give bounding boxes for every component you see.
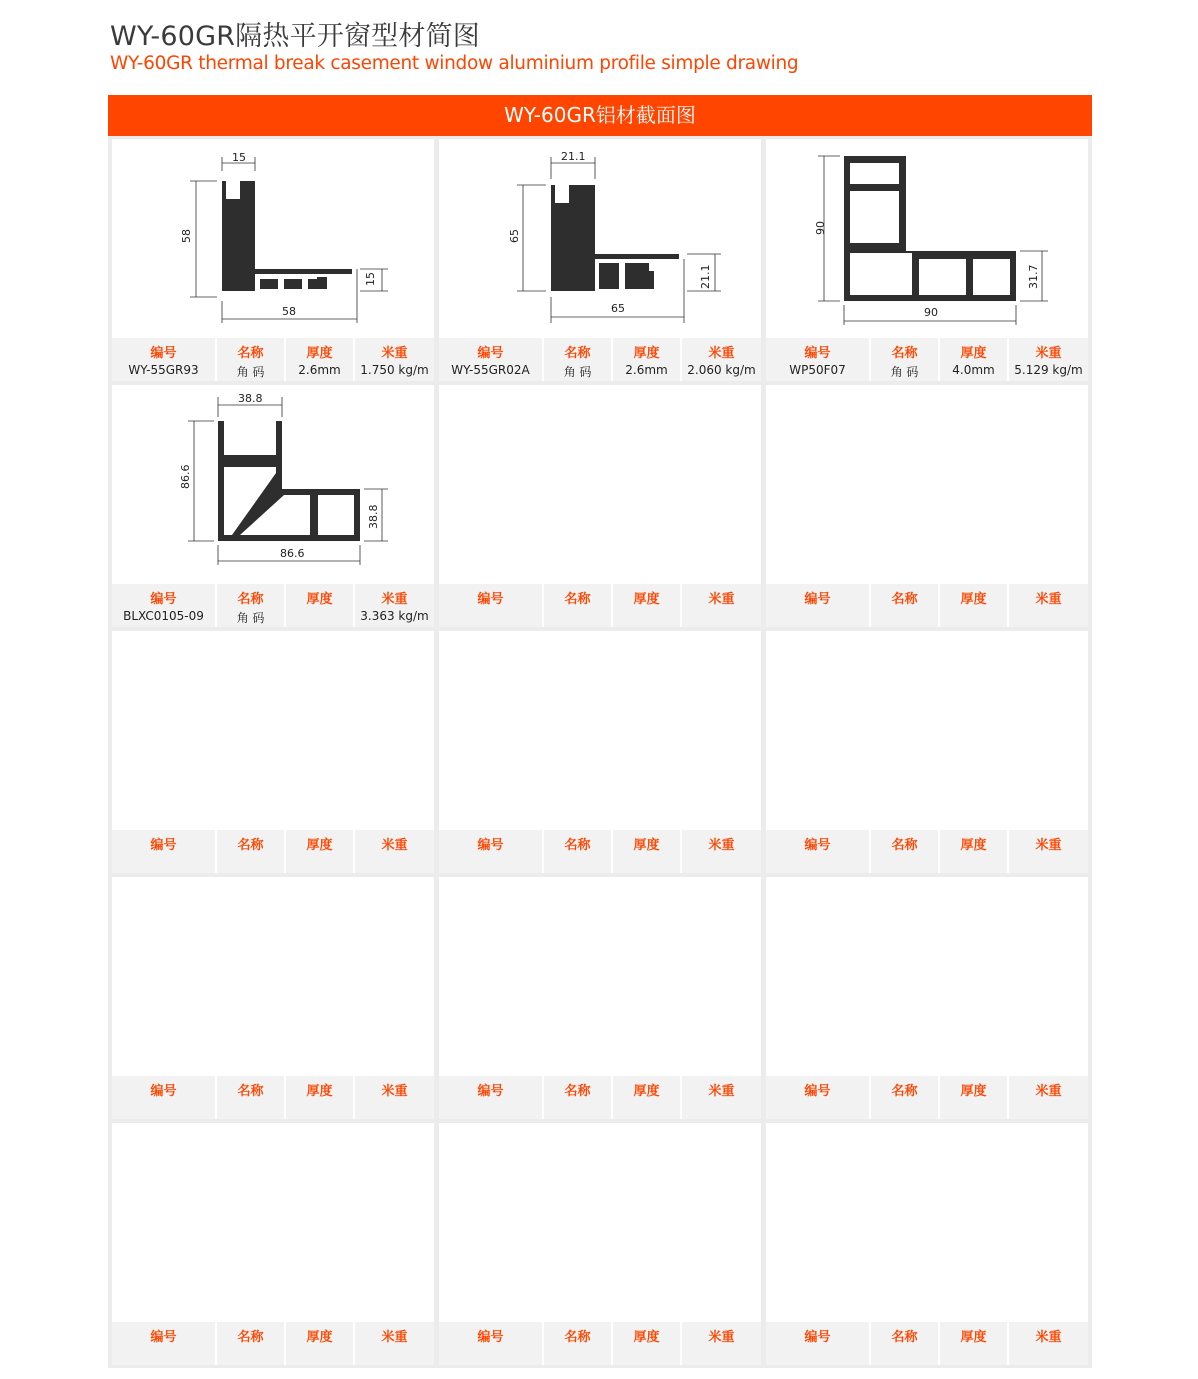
name-label: 名称	[891, 1084, 918, 1099]
name-label: 名称	[237, 1330, 264, 1345]
weight-value: 2.060 kg/m	[687, 363, 756, 377]
thickness-label: 厚度	[633, 1084, 660, 1099]
code-value: WP50F07	[789, 363, 846, 377]
dim-top: 15	[232, 151, 246, 164]
dim-bottom: 90	[924, 306, 938, 319]
profile-card	[439, 385, 761, 627]
weight-label: 米重	[708, 592, 735, 607]
spec-row	[112, 584, 434, 627]
thickness-label: 厚度	[960, 1330, 987, 1345]
spec-row	[439, 1322, 761, 1365]
profile-card	[766, 631, 1088, 873]
profile-card	[439, 139, 761, 381]
code-label: 编号	[804, 592, 831, 607]
name-label: 名称	[564, 346, 591, 361]
dim-bottom: 86.6	[280, 547, 305, 560]
code-label: 编号	[477, 1084, 504, 1099]
code-label: 编号	[804, 1330, 831, 1345]
name-value: 角 码	[236, 365, 265, 379]
code-label: 编号	[150, 592, 177, 607]
code-label: 编号	[477, 1330, 504, 1345]
thickness-label: 厚度	[306, 838, 333, 853]
thickness-label: 厚度	[306, 346, 333, 361]
thickness-label: 厚度	[306, 1084, 333, 1099]
weight-value: 5.129 kg/m	[1014, 363, 1083, 377]
profile-shape	[222, 181, 352, 291]
code-label: 编号	[804, 1084, 831, 1099]
profile-grid	[108, 136, 1092, 1368]
weight-value: 1.750 kg/m	[360, 363, 429, 377]
profile-drawing-2	[439, 139, 761, 339]
profile-card	[112, 139, 434, 381]
dim-left: 65	[508, 229, 521, 243]
page-subtitle: WY-60GR thermal break casement window aluminium profile simple drawing	[110, 53, 799, 74]
weight-label: 米重	[1035, 1330, 1062, 1345]
spec-row	[439, 830, 761, 873]
spec-row	[112, 830, 434, 873]
spec-row	[439, 338, 761, 381]
name-value: 角 码	[563, 365, 592, 379]
dim-top: 21.1	[561, 150, 586, 163]
code-label: 编号	[150, 346, 177, 361]
name-label: 名称	[891, 838, 918, 853]
code-label: 编号	[804, 838, 831, 853]
thickness-label: 厚度	[960, 346, 987, 361]
profile-card	[112, 385, 434, 627]
spec-row	[766, 830, 1088, 873]
code-value: WY-55GR93	[128, 363, 199, 377]
name-label: 名称	[891, 346, 918, 361]
page-title: WY-60GR隔热平开窗型材简图	[110, 21, 480, 52]
code-label: 编号	[477, 838, 504, 853]
profile-card	[439, 631, 761, 873]
profile-card	[112, 631, 434, 873]
spec-row	[766, 338, 1088, 381]
profile-card	[766, 139, 1088, 381]
name-label: 名称	[237, 1084, 264, 1099]
thickness-label: 厚度	[633, 838, 660, 853]
profile-card	[439, 1123, 761, 1365]
section-banner: WY-60GR铝材截面图	[108, 95, 1092, 136]
spec-row	[766, 1322, 1088, 1365]
spec-row	[766, 1076, 1088, 1119]
code-value: WY-55GR02A	[451, 363, 530, 377]
weight-label: 米重	[708, 1330, 735, 1345]
weight-label: 米重	[381, 1084, 408, 1099]
profile-card	[766, 385, 1088, 627]
profile-card	[766, 1123, 1088, 1365]
dim-bottom: 58	[282, 305, 296, 318]
code-label: 编号	[477, 346, 504, 361]
name-label: 名称	[237, 838, 264, 853]
weight-label: 米重	[1035, 1084, 1062, 1099]
name-label: 名称	[891, 1330, 918, 1345]
weight-label: 米重	[381, 838, 408, 853]
profile-shape	[844, 156, 1016, 301]
name-label: 名称	[564, 592, 591, 607]
thickness-value: 4.0mm	[952, 363, 995, 377]
profile-card	[439, 877, 761, 1119]
weight-label: 米重	[381, 1330, 408, 1345]
weight-label: 米重	[708, 838, 735, 853]
name-label: 名称	[564, 1084, 591, 1099]
profile-drawing-3	[766, 139, 1088, 339]
thickness-label: 厚度	[960, 592, 987, 607]
name-label: 名称	[564, 838, 591, 853]
weight-label: 米重	[708, 1084, 735, 1099]
thickness-label: 厚度	[633, 346, 660, 361]
code-label: 编号	[150, 1084, 177, 1099]
spec-row	[439, 584, 761, 627]
profile-shape	[551, 185, 679, 291]
dim-left: 58	[180, 229, 193, 243]
code-label: 编号	[150, 838, 177, 853]
profile-card	[112, 1123, 434, 1365]
weight-label: 米重	[708, 346, 735, 361]
name-label: 名称	[237, 346, 264, 361]
code-label: 编号	[150, 1330, 177, 1345]
profile-shape	[218, 421, 360, 541]
dim-left: 86.6	[179, 464, 192, 489]
spec-row	[439, 1076, 761, 1119]
name-label: 名称	[564, 1330, 591, 1345]
dim-right: 21.1	[699, 264, 712, 289]
thickness-label: 厚度	[633, 592, 660, 607]
spec-row	[112, 1076, 434, 1119]
dim-right: 15	[364, 272, 377, 286]
spec-row	[112, 1322, 434, 1365]
code-label: 编号	[477, 592, 504, 607]
weight-label: 米重	[381, 346, 408, 361]
profile-card	[766, 877, 1088, 1119]
weight-label: 米重	[1035, 346, 1062, 361]
dim-top: 38.8	[238, 392, 263, 405]
thickness-label: 厚度	[633, 1330, 660, 1345]
weight-label: 米重	[381, 592, 408, 607]
weight-value: 3.363 kg/m	[360, 609, 429, 623]
dim-bottom: 65	[611, 302, 625, 315]
code-label: 编号	[804, 346, 831, 361]
name-label: 名称	[891, 592, 918, 607]
code-value: BLXC0105-09	[123, 609, 204, 623]
thickness-value: 2.6mm	[298, 363, 341, 377]
thickness-label: 厚度	[306, 1330, 333, 1345]
weight-label: 米重	[1035, 838, 1062, 853]
thickness-label: 厚度	[306, 592, 333, 607]
weight-label: 米重	[1035, 592, 1062, 607]
dim-right: 31.7	[1027, 264, 1040, 289]
name-value: 角 码	[890, 365, 919, 379]
profile-drawing-4	[112, 385, 434, 585]
thickness-label: 厚度	[960, 1084, 987, 1099]
thickness-label: 厚度	[960, 838, 987, 853]
spec-row	[766, 584, 1088, 627]
name-label: 名称	[237, 592, 264, 607]
profile-drawing-1	[112, 139, 434, 339]
profile-card	[112, 877, 434, 1119]
dim-right: 38.8	[367, 504, 380, 529]
dim-left: 90	[814, 221, 827, 235]
name-value: 角 码	[236, 611, 265, 625]
thickness-value: 2.6mm	[625, 363, 668, 377]
spec-row	[112, 338, 434, 381]
